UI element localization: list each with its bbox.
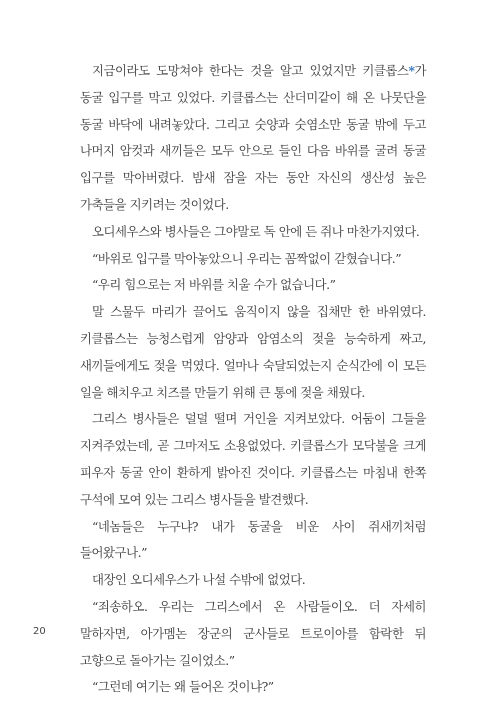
body-text: [80, 58, 426, 701]
paragraph: 그리스 병사들은 덜덜 떨며 거인을 지켜보았다. 어둠이 그들을 지켜주었는데, 곧 그마저도 소용없었다. 키클롭스가 모닥불을 크게 피우자 동굴 안이 환하게 밝아진 것이다. 키클롭스는 마침내 한쪽 구석에 모여 있는 그리스 병사들을 발견했다.: [80, 411, 426, 507]
paragraph: 말 스물두 마리가 끌어도 움직이지 않을 집채만 한 바위였다. 키클롭스는 능청스럽게 암양과 암염소의 젖을 능숙하게 짜고, 새끼들에게도 젖을 먹였다. 얼마나 숙달되었는지 순식간에 이 모든 일을 해치우고 치즈를 만들기 위해 큰 통에 젖을 채웠다.: [80, 304, 426, 400]
dialogue-line: “그런데 여기는 왜 들어온 것이냐?”: [92, 679, 274, 695]
paragraph-text: 지금이라도 도망쳐야 한다는 것을 알고 있었지만 키클롭스: [92, 63, 409, 78]
paragraph: 오디세우스와 병사들은 그야말로 독 안에 든 쥐나 마찬가지였다.: [92, 223, 420, 239]
dialogue-line: “바위로 입구를 막아놓았으니 우리는 꼼짝없이 갇혔습니다.”: [92, 250, 402, 266]
paragraph: [80, 58, 426, 219]
dialogue-line: “네놈들은 누구냐? 내가 동굴을 비운 사이 쥐새끼처럼 들어왔구나.”: [80, 518, 426, 561]
dialogue-line: “죄송하오. 우리는 그리스에서 온 사람들이오. 더 자세히 말하자면, 아가멤논 장군의 군사들로 트로이아를 함락한 뒤 고향으로 돌아가는 길이었소.”: [80, 598, 426, 668]
footnote-marker: *: [408, 63, 415, 78]
page-number: 20: [33, 626, 46, 637]
dialogue-line: “우리 힘으로는 저 바위를 치울 수가 없습니다.”: [92, 277, 336, 293]
paragraph: 대장인 오디세우스가 나설 수밖에 없었다.: [92, 572, 306, 588]
paragraph-text: 가 동굴 입구를 막고 있었다. 키클롭스는 산더미같이 해 온 나뭇단을 동굴 바닥에 내려놓았다. 그리고 숫양과 숫염소만 동굴 밖에 두고 나머지 암컷과 새끼들은 모두 안으로 들인 다음 바위를 굴려 동굴 입구를 막아버렸다. 밤새 잠을 자는 동안 자신의 생산성 높은 가축들을 지키려는 것이었다.: [80, 63, 426, 212]
